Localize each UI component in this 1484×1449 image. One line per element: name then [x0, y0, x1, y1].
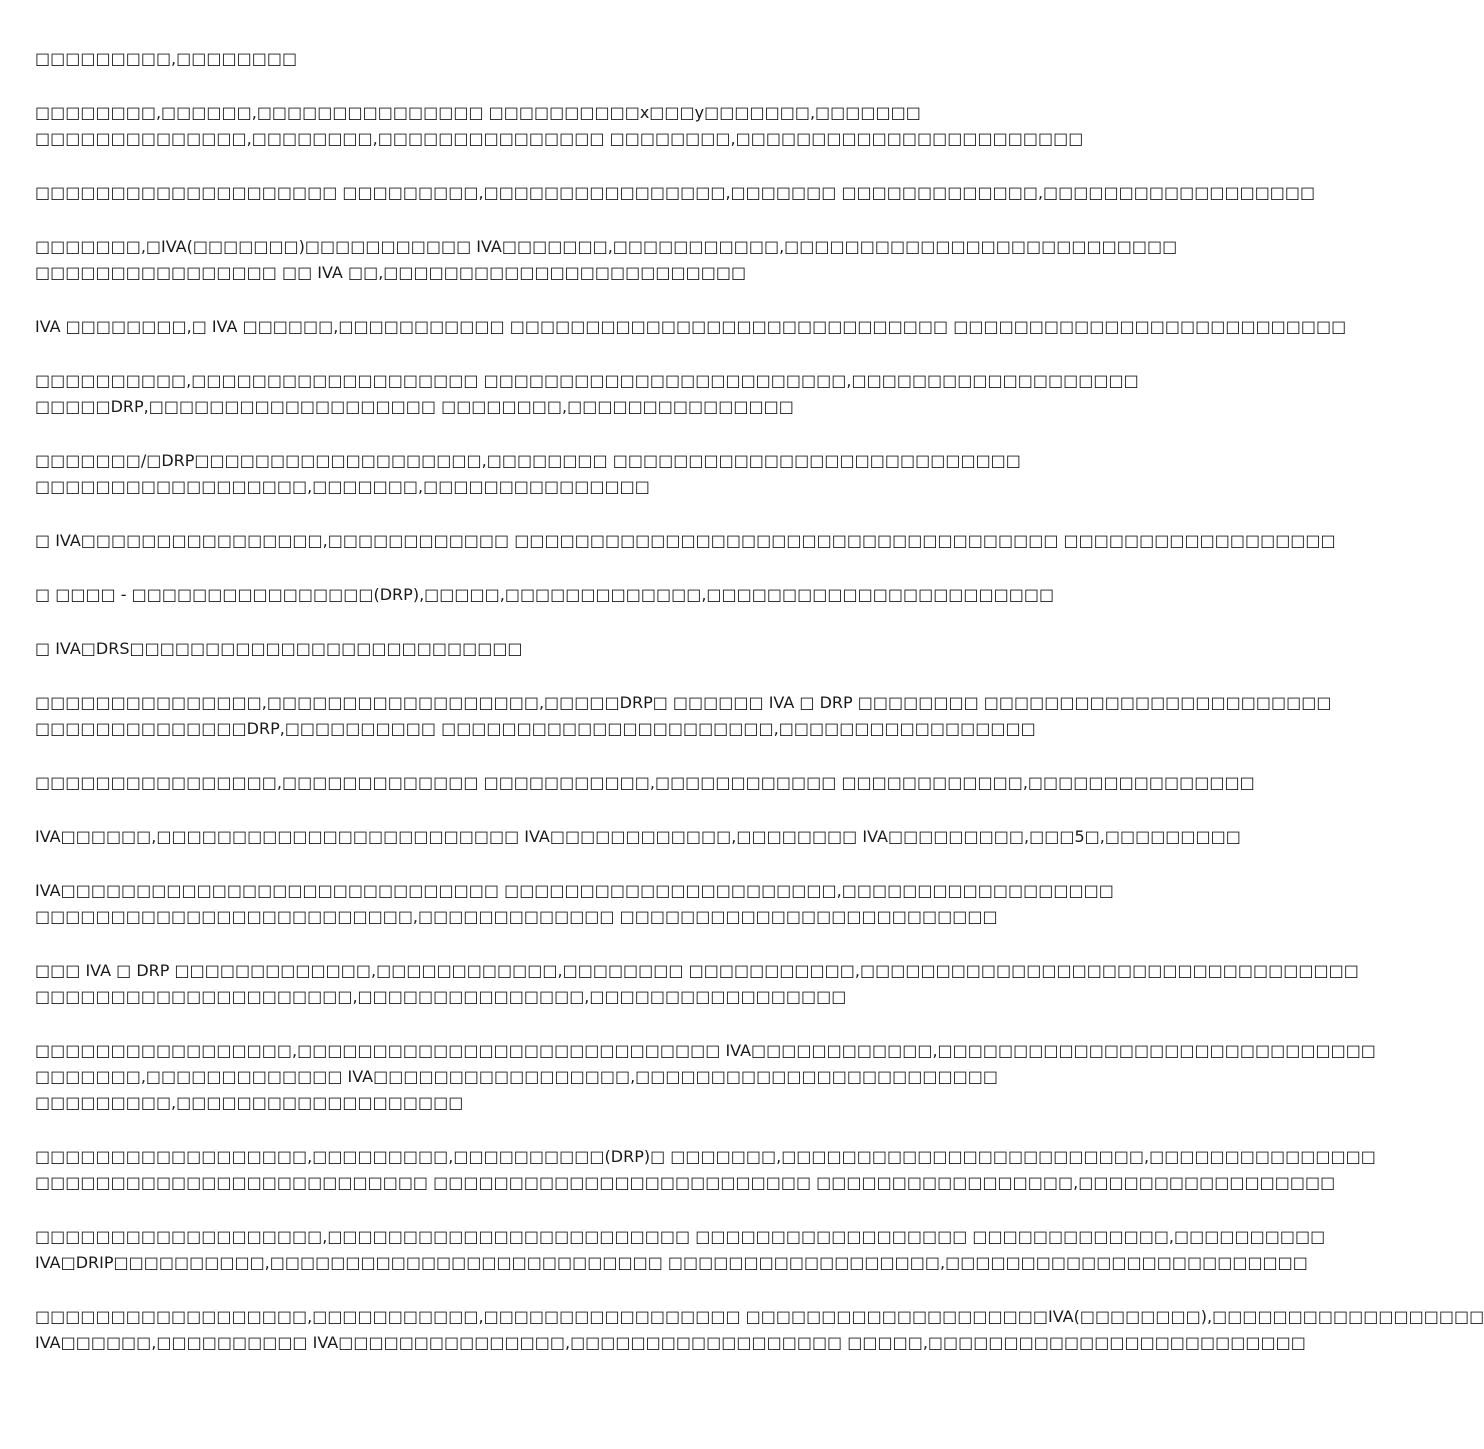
- paragraph: [35, 234, 1178, 286]
- paragraph-line: IVA□□□□□□,□□□□□□□□□□ IVA□□□□□□□□□□□□□□□,□□□□□□□□□□□□□□□□□□ □□□□□,□□□□□□□□□□□□□□□□□□□□□□□□□: [35, 1333, 1306, 1352]
- paragraph-line: □□□□□□□□□□□□□□,□□□□□□□□,□□□□□□□□□□□□□□□ □□□□□□□□,□□□□□□□□□□□□□□□□□□□□□□□: [35, 129, 1084, 148]
- paragraph: [35, 314, 1347, 340]
- paragraph-line: □□□□□□□□□□□□□□□□□□□□ □□□□□□□□□,□□□□□□□□□□□□□□□□,□□□□□□□ □□□□□□□□□□□□□,□□□□□□□□□□□□□□□□□□: [35, 183, 1316, 202]
- paragraph-line: □□□□□□□,□□□□□□□□□□□□□ IVA□□□□□□□□□□□□□□□□□,□□□□□□□□□□□□□□□□□□□□□□□□: [35, 1067, 998, 1086]
- paragraph-line: □□□□□□□□□□□□□□□□□□,□□□□□□□□□□□,□□□□□□□□□□□□□□□□□ □□□□□□□□□□□□□□□□□□□□IVA(□□□□□□□□),□□□□□□□□□□□□□□□□□□: [35, 1307, 1484, 1326]
- paragraph: [35, 878, 1114, 930]
- paragraph-line: □□□□□□□□□,□□□□□□□□□□□□□□□□□□□: [35, 1093, 464, 1112]
- paragraph-line: IVA □□□□□□□□,□ IVA □□□□□□,□□□□□□□□□□□ □□□□□□□□□□□□□□□□□□□□□□□□□□□□□ □□□□□□□□□□□□□□□□□□□□□□□□□□: [35, 317, 1347, 336]
- paragraph: [35, 1224, 1326, 1276]
- paragraph: [35, 448, 1021, 500]
- paragraph-line: □□□□□DRP,□□□□□□□□□□□□□□□□□□□ □□□□□□□□,□□□□□□□□□□□□□□□: [35, 397, 794, 416]
- paragraph: [35, 46, 990, 72]
- paragraph-line: □□□□□□□□□□□□□□□□□□,□□□□□□□□□,□□□□□□□□□□(DRP)□ □□□□□□□,□□□□□□□□□□□□□□□□□□□□□□□□,□□□□□□□□□□□□□□□: [35, 1147, 1376, 1166]
- paragraph-line: IVA□□□□□□,□□□□□□□□□□□□□□□□□□□□□□□□ IVA□□□□□□□□□□□□,□□□□□□□□ IVA□□□□□□□□□,□□□5□,□□□□□□□□□: [35, 827, 1241, 846]
- paragraph-line: □ □□□□ - □□□□□□□□□□□□□□□□(DRP),□□□□□,□□□□□□□□□□□□□,□□□□□□□□□□□□□□□□□□□□□□□: [35, 585, 1055, 604]
- paragraph-line: □□□□□□□□□□□□□□□□□□□□□,□□□□□□□□□□□□□□□,□□□□□□□□□□□□□□□□□: [35, 987, 847, 1006]
- paragraph: [35, 636, 990, 662]
- paragraph: [35, 528, 1336, 554]
- paragraph: [35, 368, 1139, 420]
- paragraph-line: □□□ IVA □ DRP □□□□□□□□□□□□□,□□□□□□□□□□□□,□□□□□□□□ □□□□□□□□□□□,□□□□□□□□□□□□□□□□□□□□□□□□□□□□□□□□□: [35, 961, 1359, 980]
- paragraph-line: IVA□□□□□□□□□□□□□□□□□□□□□□□□□□□□□ □□□□□□□□□□□□□□□□□□□□□□,□□□□□□□□□□□□□□□□□□: [35, 881, 1114, 900]
- paragraph-line: □□□□□□□□□□□□□□□,□□□□□□□□□□□□□□□□□□,□□□□□DRP□ □□□□□□ IVA □ DRP □□□□□□□□ □□□□□□□□□□□□□□□□□□□□□□□: [35, 693, 1332, 712]
- paragraph-line: □□□□□□□□□□□□□□DRP,□□□□□□□□□□ □□□□□□□□□□□□□□□□□□□□□□,□□□□□□□□□□□□□□□□□: [35, 719, 1036, 738]
- paragraph-line: □ IVA□DRS□□□□□□□□□□□□□□□□□□□□□□□□□□: [35, 639, 523, 658]
- paragraph: [35, 690, 1332, 742]
- paragraph: [35, 582, 1055, 608]
- paragraph-line: □□□□□□□□□□□□□□□□,□□□□□□□□□□□□□ □□□□□□□□□□□,□□□□□□□□□□□□ □□□□□□□□□□□□,□□□□□□□□□□□□□□□: [35, 773, 1255, 792]
- paragraph-line: □ IVA□□□□□□□□□□□□□□□□,□□□□□□□□□□□□ □□□□□□□□□□□□□□□□□□□□□□□□□□□□□□□□□□□□ □□□□□□□□□□□□□□□□□□: [35, 531, 1336, 550]
- paragraph-line: IVA□DRIP□□□□□□□□□□,□□□□□□□□□□□□□□□□□□□□□□□□□□ □□□□□□□□□□□□□□□□□□,□□□□□□□□□□□□□□□□□□□□□□□□: [35, 1253, 1308, 1272]
- paragraph: [35, 180, 1316, 206]
- paragraph: [35, 1038, 1376, 1116]
- paragraph-line: □□□□□□□□□□□□□□□□□□□,□□□□□□□□□□□□□□□□□□□□□□□□ □□□□□□□□□□□□□□□□□□ □□□□□□□□□□□□□,□□□□□□□□□□: [35, 1227, 1326, 1246]
- document-body: [35, 46, 1484, 1384]
- paragraph-line: □□□□□□□□,□□□□□□,□□□□□□□□□□□□□□□ □□□□□□□□□□x□□□y□□□□□□□,□□□□□□□: [35, 103, 921, 122]
- paragraph-line: □□□□□□□□□□□□□□□□□,□□□□□□□□□□□□□□□□□□□□□□□□□□□□ IVA□□□□□□□□□□□□,□□□□□□□□□□□□□□□□□□□□□□□□□□□□□: [35, 1041, 1376, 1060]
- paragraph: [35, 1144, 1376, 1196]
- paragraph: [35, 824, 1241, 850]
- paragraph: [35, 100, 1084, 152]
- paragraph-line: □□□□□□□□□□□□□□□□ □□ IVA □□,□□□□□□□□□□□□□□□□□□□□□□□□: [35, 263, 747, 282]
- paragraph-line: □□□□□□□□□□□□□□□□□□□□□□□□□□ □□□□□□□□□□□□□□□□□□□□□□□□□ □□□□□□□□□□□□□□□□□,□□□□□□□□□□□□□□□□□: [35, 1173, 1336, 1192]
- paragraph-line: □□□□□□□□□□□□□□□□□□□□□□□□□,□□□□□□□□□□□□□ □□□□□□□□□□□□□□□□□□□□□□□□□: [35, 907, 998, 926]
- paragraph: [35, 770, 1255, 796]
- paragraph: [35, 958, 1359, 1010]
- paragraph-line: □□□□□□□□□□□□□□□□□□,□□□□□□□,□□□□□□□□□□□□□□□: [35, 477, 650, 496]
- paragraph-line: □□□□□□□/□DRP□□□□□□□□□□□□□□□□□□□,□□□□□□□□ □□□□□□□□□□□□□□□□□□□□□□□□□□□: [35, 451, 1021, 470]
- paragraph-line: □□□□□□□,□IVA(□□□□□□□)□□□□□□□□□□□ IVA□□□□□□□,□□□□□□□□□□□,□□□□□□□□□□□□□□□□□□□□□□□□□□: [35, 237, 1178, 256]
- paragraph-line: □□□□□□□□□,□□□□□□□□: [35, 49, 298, 68]
- paragraph: [35, 1304, 1484, 1356]
- paragraph-line: □□□□□□□□□□,□□□□□□□□□□□□□□□□□□□ □□□□□□□□□□□□□□□□□□□□□□□□,□□□□□□□□□□□□□□□□□□□: [35, 371, 1139, 390]
